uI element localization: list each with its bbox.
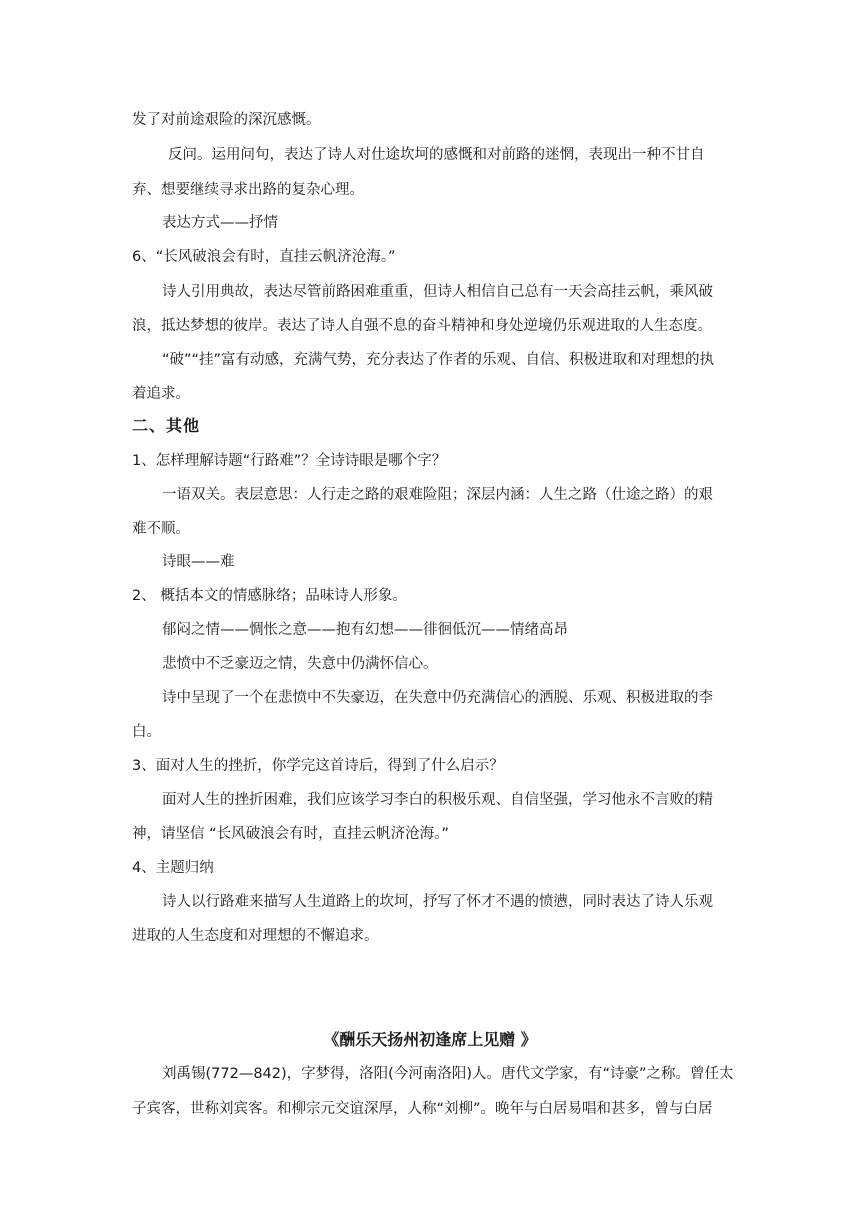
text-line: 神，请坚信 “长风破浪会有时，直挂云帆济沧海。” [132, 826, 449, 842]
text-line: 弃、想要继续寻求出路的复杂心理。 [132, 182, 364, 198]
text-line: 着追求。 [132, 386, 190, 402]
text-line: 诗眼——难 [162, 554, 235, 570]
text-line: “破”“挂”富有动感，充满气势，充分表达了作者的乐观、自信、积极进取和对理想的执 [162, 352, 715, 368]
text-line: 反问。运用问句，表达了诗人对仕途坎坷的感慨和对前路的迷惘，表现出一种不甘自 [168, 147, 705, 163]
text-line: 进取的人生态度和对理想的不懈追求。 [132, 928, 379, 944]
text-line: 面对人生的挫折困难，我们应该学习李白的积极乐观、自信坚强，学习他永不言败的精 [162, 792, 713, 808]
question-line: 4、主题归纳 [132, 860, 214, 876]
text-line: 诗人引用典故，表达尽管前路困难重重，但诗人相信自己总有一天会高挂云帆，乘风破 [162, 284, 713, 300]
question-line: 1、怎样理解诗题“行路难”？全诗诗眼是哪个字？ [132, 453, 447, 469]
text-line: 刘禹锡(772—842)，字梦得，洛阳(今河南洛阳)人。唐代文学家，有“诗豪”之称。曾任太 [162, 1066, 734, 1082]
text-line: 难不顺。 [132, 521, 190, 537]
text-line: 子宾客，世称刘宾客。和柳宗元交谊深厚，人称“刘柳”。晚年与白居易唱和甚多，曾与白居 [132, 1101, 713, 1117]
question-line: 2、 概括本文的情感脉络；品味诗人形象。 [132, 588, 407, 604]
text-line: 白。 [132, 724, 161, 740]
question-line: 3、面对人生的挫折，你学完这首诗后，得到了什么启示？ [132, 758, 504, 774]
section-heading: 二、其他 [132, 416, 201, 435]
text-line: 诗中呈现了一个在悲愤中不失豪迈，在失意中仍充满信心的洒脱、乐观、积极进取的李 [162, 690, 713, 706]
text-line: 发了对前途艰险的深沉感慨。 [132, 112, 321, 128]
text-line: 浪，抵达梦想的彼岸。表达了诗人自强不息的奋斗精神和身处逆境仍乐观进取的人生态度。 [132, 318, 712, 334]
text-line: 郁闷之情——惆怅之意——抱有幻想——徘徊低沉——情绪高昂 [162, 622, 568, 638]
text-line: 表达方式——抒情 [162, 215, 278, 231]
poem-title: 《酬乐天扬州初逢席上见赠 》 [323, 1030, 537, 1049]
question-line: 6、“长风破浪会有时，直挂云帆济沧海。” [132, 249, 396, 265]
text-line: 诗人以行路难来描写人生道路上的坎坷，抒写了怀才不遇的愤懑，同时表达了诗人乐观 [162, 894, 713, 910]
text-line: 一语双关。表层意思：人行走之路的艰难险阻；深层内涵：人生之路（仕途之路）的艰 [162, 487, 713, 503]
text-line: 悲愤中不乏豪迈之情，失意中仍满怀信心。 [162, 656, 438, 672]
